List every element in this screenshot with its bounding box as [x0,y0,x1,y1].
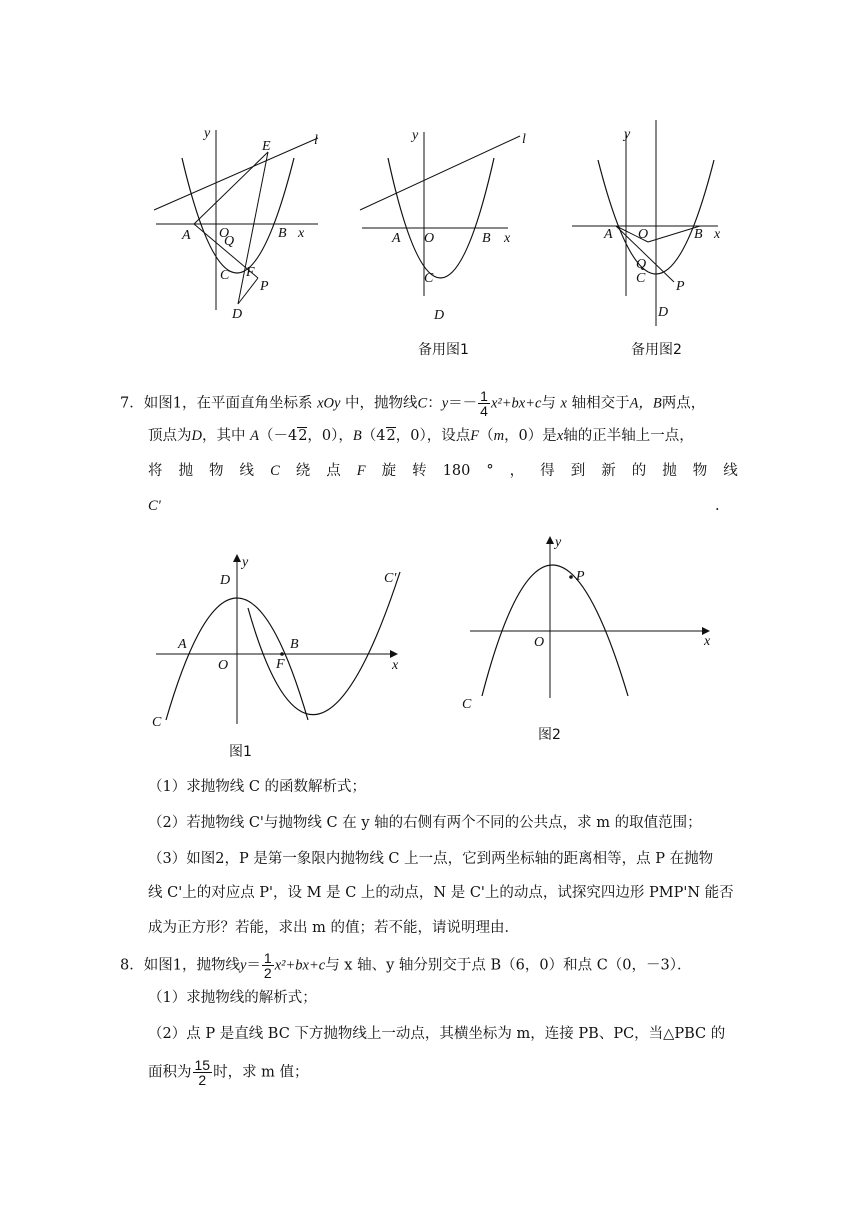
fraction-fifteen-halves: $\frac{15}{2}$ [194,1057,211,1088]
q7-line-4: C' [148,498,161,514]
q7-sub-1: （1）求抛物线 C 的函数解析式； [148,779,367,795]
label-l: l [522,132,526,147]
q7-line-4-end: . [715,498,720,514]
label-x: x [298,226,305,241]
label-d: D [220,573,231,588]
label-a: A [182,228,191,243]
label-b: B [694,227,703,242]
label-l: l [314,133,318,148]
label-o: O [638,227,649,242]
label-y: y [412,128,419,143]
label-y: y [242,555,249,570]
label-o: O [218,658,229,673]
label-c: C [220,268,230,283]
q7-figure-2 [460,530,722,715]
q7-sub-3c: 成为正方形？若能，求出 m 的值；若不能，请说明理由． [148,920,519,936]
y-arrow [546,536,554,544]
q8-sub-2b: 面积为 $\frac{15}{2}$ 时，求 m 值； [148,1057,309,1088]
label-c-prime: C' [384,571,397,586]
label-a: A [392,231,401,246]
q8-sub-1: （1）求抛物线的解析式； [148,990,317,1006]
parabola [388,158,494,278]
q7-figure-1 [148,548,410,738]
label-f: F [276,657,285,672]
label-c: C [424,271,434,286]
label-d: D [434,308,445,323]
parabola [182,158,294,273]
q7-line-1: 7．如图1，在平面直角坐标系 xOy 中，抛物线C：y＝－ $\frac{1}{4}$ x²+bx+c与 x 轴相交于A，B两点， [120,388,706,419]
label-p: P [676,279,685,294]
q7-sub-3b: 线 C'上的对应点 P'，设 M 是 C 上的动点，N 是 C'上的动点，试探究四边形 PMP'N 能否 [148,885,734,901]
label-x: x [714,227,721,242]
label-p: P [576,569,585,584]
caption-figure-1: 图1 [229,744,252,760]
label-x: x [704,634,711,649]
q8-sub-2: （2）点 P 是直线 BC 下方抛物线上一动点，其横坐标为 m，连接 PB、PC，当△PBC 的 [148,1026,726,1042]
label-b: B [290,637,299,652]
q7-line-3: 将 抛 物 线 C 绕 点 F 旋 转 180 ° ， 得 到 新 的 抛 物 线 [148,463,738,479]
q7-sub-3a: （3）如图2，P 是第一象限内抛物线 C 上一点，它到两坐标轴的距离相等，点 P 在抛物 [148,851,714,867]
figure-c [568,118,738,328]
label-x: x [504,231,511,246]
label-e: E [262,139,271,154]
q7-sub-2: （2）若抛物线 C'与抛物线 C 在 y 轴的右侧有两个不同的公共点，求 m 的取值范围； [148,815,702,831]
fraction-one-quarter: $\frac{1}{4}$ [480,388,488,419]
point-p [569,575,573,579]
label-c: C [462,697,472,712]
x-arrow [390,650,398,658]
label-d: D [232,307,243,322]
label-o: O [424,231,435,246]
label-o: O [534,635,545,650]
label-y: y [555,535,562,550]
label-b: B [278,226,287,241]
label-q: Q [636,257,647,272]
figure-b [358,118,538,328]
fraction-one-half: $\frac{1}{2}$ [263,950,272,981]
q7-line-2: 顶点为D，其中 A（－42，0），B（42，0），设点F（m，0）是x轴的正半轴上一点， [148,428,694,444]
label-y: y [624,127,631,142]
line-l [360,136,520,210]
label-p: P [260,279,269,294]
q8-line-1: 8．如图1，抛物线y＝ $\frac{1}{2}$ x²+bx+c与 x 轴、y 轴分别交于点 B（6，0）和点 C（0，－3）． [120,950,692,981]
caption-spare-1: 备用图1 [418,342,469,358]
label-c: C [636,271,646,286]
label-f: F [246,265,255,280]
caption-spare-2: 备用图2 [631,342,682,358]
label-x: x [392,658,399,673]
label-a: A [178,637,187,652]
figure-a [150,118,330,328]
label-d: D [658,305,669,320]
label-a: A [604,227,613,242]
label-c: C [152,715,162,730]
line-l [154,138,318,210]
label-y: y [204,126,211,141]
caption-figure-2: 图2 [538,727,561,743]
label-b: B [482,231,491,246]
label-q: Q [224,234,235,249]
parabola-c-prime [248,572,400,715]
label-o: O [219,226,230,241]
point-f [280,652,284,656]
y-arrow [233,554,241,562]
